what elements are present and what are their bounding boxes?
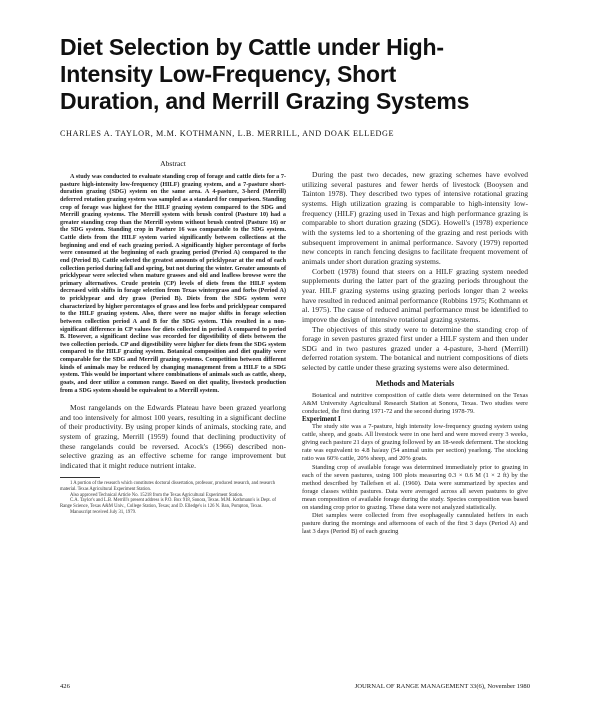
footnotes xyxy=(60,481,286,516)
left-column xyxy=(60,159,286,516)
abstract-text: A study was conducted to evaluate standing crop of forage and cattle diets for a 7-pasture high-intensity low-frequency (HILF) grazing system, and a 7-pasture short-duration grazing (SDG) system on the same area. A 4-pasture, 3-herd (Merrill) deferred rotation grazing system was sampled as a standard for comparison. Standing crop of forage was highest for the HILF grazing system compared to the SDG and Merrill grazing systems. The Merrill system with brush control (Pasture 10) had a greater standing crop than the Merrill system without brush control (Pasture 16) or the SDG system. Standing crop in Pasture 16 was comparable to the SDG system. Cattle diets from the HILF system varied significantly between collections at the beginning and end of each grazing period. A significantly higher percentage of forbs were consumed at the beginning of each grazing period (Period A) compared to the end (Period B). Cattle selected the greatest amounts of pricklypear at the end of each collection period during fall and spring, but not during the winter. Greater amounts of pricklypear were selected when mature grasses and old and leafless browse were the primary alternatives. Crude protein (CP) levels of diets from the HILF system decreased with shifts in forage selection from Texas wintergrass and forbs (Period A) to pricklypear and dry grass (Period B). Diets from the SDG system were characterized by higher percentages of grass and less forbs and pricklypear compared to the HILF grazing system. Also, there were no major shifts in forage selection between collection period A and B for the SDG system. This resulted in a non-significant difference in CP values for diets collected in period A compared to period B. However, a significant decline was recorded for digestibility of diets between the two collection periods. CP and digestibility were higher for diets from the SDG system compared to the HILF grazing system. Botanical composition and diet quality were comparable for the SDG and Merrill grazing systems. Competition between different kinds of animals may be reduced by changing management from a HILF to a SDG system. This would be important where combinations of animals such as cattle, sheep, goats, and deer utilize a common range. Based on diet quality, livestock production from a SDG system should be equivalent to a Merrill system. xyxy=(60,174,286,394)
authors: CHARLES A. TAYLOR, M.M. KOTHMANN, L.B. MERRILL, AND DOAK ELLEDGE xyxy=(60,129,395,138)
intro-paragraph: Most rangelands on the Edwards Plateau have been grazed yearlong and too intensively for almost 100 years, resulting in a significant decline of their productivity. By using proper kinds of animals, stocking rate, and system of grazing, Merrill (1959) found that declining productivity of these rangelands could be reversed. Acock's (1966) described non-selective grazing as an effective scheme for range improvement but indicated that it might reduce nutrient intake. xyxy=(60,403,286,471)
abstract-heading: Abstract xyxy=(160,159,186,168)
article-title: Diet Selection by Cattle under High-Intensity Low-Frequency, Short Duration, and Merrill Grazing Systems xyxy=(60,34,470,114)
footnote: Also approved Technical Article No. 15218 from the Texas Agricultural Experiment Station. xyxy=(70,492,244,498)
subsection-heading: Experiment I xyxy=(302,416,341,424)
body-paragraph: During the past two decades, new grazing schemes have evolved utilizing several pastures and fewer herds of livestock (Booysen and Tainton 1978). They described two types of intensive rotational grazing systems. High utilization grazing is comparable to high-intensity low-frequency (HILF) grazing used in Texas and high performance grazing is comparable to short duration grazing (SDG). Howell's (1978) experience with the systems led to a shortening of the grazing and rest periods with subsequent improvement in animal performance. Savory (1979) reported new concepts in ranch fencing designs to facilitate frequent movement of animals under short duration grazing systems. xyxy=(302,170,528,266)
methods-paragraph: Diet samples were collected from five esophageally cannulated heifers in each pasture during the mornings and afternoons of each of the first 3 days (Period A) and last 3 days (Period B) of each grazing xyxy=(302,512,528,536)
methods-paragraph: Botanical and nutritive composition of cattle diets were determined on the Texas A&M University Agricultural Research Station at Sonora, Texas. Two studies were conducted, the first during 1971-72 and the second during 1978-79. xyxy=(302,391,528,415)
journal-citation: JOURNAL OF RANGE MANAGEMENT 33(6), November 1980 xyxy=(354,683,530,690)
methods-paragraph: Standing crop of available forage was determined immediately prior to grazing in each of the seven pastures, using 100 plots measuring 0.3 × 0.6 M (1 × 2 ft) by the method described by Tallefsen et al. (1960). Data were summarized by species and forage classes within pastures. Data were averaged across all seven pastures to give mean composition of available forage during the study. Species composition was based on standing crop prior to grazing. These data were not analyzed statistically. xyxy=(302,463,528,511)
footnote: C.A. Taylor's and L.B. Merrill's present address is P.O. Box 918, Sonora, Texas. M.M. Kothmann's is Dept. of Range Science, Texas A&M Univ., College Station, Texas; and D. Elledge's is 126 N. Ban, Pompton, Texas. xyxy=(60,498,276,510)
footnote: Manuscript received July 31, 1979. xyxy=(70,510,137,516)
body-paragraph: The objectives of this study were to determine the standing crop of forage in seven pastures grazed first under a HILF system and then under SDG and in two pastures grazed under a 4-pasture, 3-herd (Merrill) deferred rotation system. The botanical and nutrient compositions of diets selected by cattle under these grazing systems were also determined. xyxy=(302,324,528,373)
right-column xyxy=(302,170,528,536)
section-heading: Methods and Materials xyxy=(375,378,455,388)
body-paragraph: Corbett (1978) found that steers on a HILF grazing system needed supplements during the latter part of the grazing periods throughout the year. HILF grazing systems using grazing periods longer than 2 weeks have resulted in reduced animal performance (Robbins 1975; Kothmann et al. 1975). The cause of reduced animal performance must be identified to improve the design of intensive rotational grazing systems. xyxy=(302,266,528,324)
footnote: 1 A portion of the research which constitutes doctoral dissertation, professor, produced research, and research material. Texas Agricultural Experiment Station. xyxy=(60,480,276,492)
page-number: 426 xyxy=(60,683,70,690)
footnote-divider xyxy=(60,477,100,478)
methods-paragraph: The study site was a 7-pasture, high intensity low-frequency grazing system using cattle, sheep, and goats. All livestock were in one herd and were moved every 3 weeks, giving each pasture 21 days of grazing followed by an 18-week deferment. The stocking rate was equivalent to 4.8 ha/auy (54 animal units per section) yearlong. The stocking ratio was 60% cattle, 20% sheep, and 20% goats. xyxy=(302,423,528,463)
